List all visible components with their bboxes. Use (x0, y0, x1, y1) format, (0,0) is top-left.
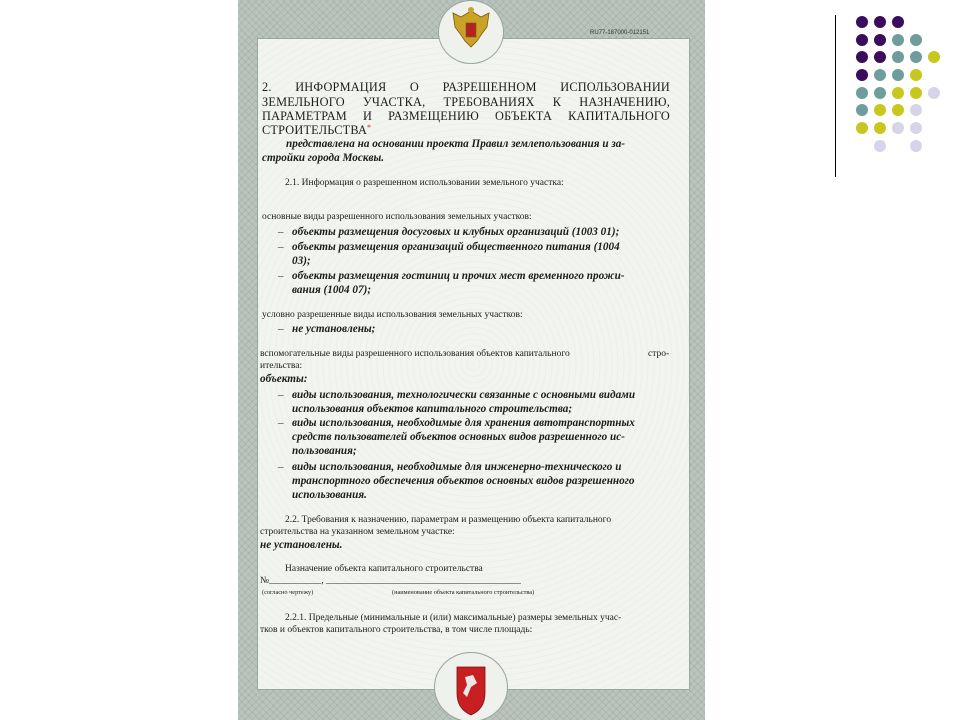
aux-uses-label-end: стро- (648, 349, 670, 359)
decorative-dot (892, 51, 904, 63)
decorative-dot (892, 69, 904, 81)
conditional-uses-value: не установлены; (292, 323, 376, 335)
aux-use-item-cont: использования объектов капитального строительства; (292, 403, 573, 415)
conditional-uses-label: условно разрешенные виды использования земельных участков: (262, 310, 523, 320)
decorative-dot (892, 87, 904, 99)
decorative-dot (910, 87, 922, 99)
decorative-dot (856, 104, 868, 116)
list-dash: – (278, 226, 284, 238)
section-2-2-line-1: 2.2. Требования к назначению, параметрам и размещению объекта капитального (285, 515, 612, 525)
decorative-dot (928, 51, 940, 63)
decorative-dot (892, 34, 904, 46)
decorative-dot (874, 87, 886, 99)
decorative-dot (892, 122, 904, 134)
aux-objects-label: объекты: (260, 373, 308, 385)
section-2-2-1-line-1: 2.2.1. Предельные (минимальные и (или) максимальные) размеры земельных учас- (285, 613, 622, 623)
decorative-dot (874, 104, 886, 116)
decorative-dot (856, 69, 868, 81)
section-2-2-line-2: строительства на указанном земельном участке: (260, 527, 455, 537)
heading-asterisk: * (367, 123, 372, 132)
list-dash: – (278, 323, 284, 335)
coat-of-arms-moscow (434, 652, 508, 720)
decorative-dot (874, 34, 886, 46)
decorative-dot (856, 34, 868, 46)
decorative-dot (910, 51, 922, 63)
aux-use-item-cont: использования. (292, 489, 367, 501)
aux-use-item: виды использования, технологически связанные с основными видами (292, 389, 636, 401)
caption-object-name: (наименование объекта капитального строительства) (392, 589, 535, 596)
list-dash: – (278, 389, 284, 401)
document-serial: RU77-187000-012151 (590, 30, 650, 36)
decorative-dot (910, 104, 922, 116)
caption-drawing: (согласно чертежу) (262, 589, 314, 596)
decorative-dot (910, 140, 922, 152)
decorative-dot (874, 69, 886, 81)
aux-use-item: виды использования, необходимые для хранения автотранспортных (292, 417, 635, 429)
aux-use-item-cont: средств пользователей объектов основных видов разрешенного ис- (292, 431, 625, 443)
basis-line-1: представлена на основании проекта Правил землепользования и за- (286, 138, 626, 150)
purpose-number-line: №___________, _________________________________________ (260, 576, 521, 586)
aux-use-item: виды использования, необходимые для инженерно-технического и (292, 461, 622, 473)
main-use-item: объекты размещения организаций общественного питания (1004 (292, 241, 620, 253)
list-dash: – (278, 241, 284, 253)
main-use-item: объекты размещения досуговых и клубных организаций (1003 01); (292, 226, 620, 238)
decorative-dot (910, 34, 922, 46)
coat-of-arms-russia (438, 0, 504, 64)
heading-line-2: ЗЕМЕЛЬНОГО УЧАСТКА, ТРЕБОВАНИЯХ К НАЗНАЧЕНИЮ, (262, 95, 670, 109)
aux-uses-label-cont: ительства: (260, 361, 303, 371)
decorative-dot (928, 87, 940, 99)
main-use-item-cont: вания (1004 07); (292, 284, 372, 296)
main-uses-label: основные виды разрешенного использования земельных участков: (262, 212, 532, 222)
decorative-dot (856, 87, 868, 99)
section-2-2-value: не установлены. (260, 539, 343, 551)
decorative-dot (910, 122, 922, 134)
aux-uses-label: вспомогательные виды разрешенного использования объектов капитального (260, 349, 570, 359)
main-use-item-cont: 03); (292, 255, 311, 267)
basis-line-2: стройки города Москвы. (262, 152, 385, 164)
heading-line-4: СТРОИТЕЛЬСТВА* (262, 123, 372, 137)
decorative-dot (874, 122, 886, 134)
section-2-2-1-line-2: тков и объектов капитального строительства, в том числе площадь: (260, 625, 533, 635)
section-2-1-title: 2.1. Информация о разрешенном использовании земельного участка: (285, 178, 564, 188)
purpose-label: Назначение объекта капитального строительства (285, 564, 483, 574)
list-dash: – (278, 270, 284, 282)
heading-line-3: ПАРАМЕТРАМ И РАЗМЕЩЕНИЮ ОБЪЕКТА КАПИТАЛЬНОГО (262, 109, 670, 123)
list-dash: – (278, 417, 284, 429)
decorative-dot (856, 16, 868, 28)
decorative-dot (910, 69, 922, 81)
main-use-item: объекты размещения гостиниц и прочих мест временного прожи- (292, 270, 625, 282)
decorative-dot (856, 51, 868, 63)
decorative-dot (856, 122, 868, 134)
decorative-dot (874, 16, 886, 28)
heading-line-1: 2. ИНФОРМАЦИЯ О РАЗРЕШЕННОМ ИСПОЛЬЗОВАНИИ (262, 80, 670, 94)
decorative-dot (892, 16, 904, 28)
aux-use-item-cont: пользования; (292, 445, 357, 457)
list-dash: – (278, 461, 284, 473)
decorative-dot (874, 140, 886, 152)
document-scan (238, 0, 705, 720)
decorative-dot (892, 104, 904, 116)
decorative-divider (835, 15, 836, 177)
decorative-dot (874, 51, 886, 63)
aux-use-item-cont: транспортного обеспечения объектов основных видов разрешенного (292, 475, 635, 487)
